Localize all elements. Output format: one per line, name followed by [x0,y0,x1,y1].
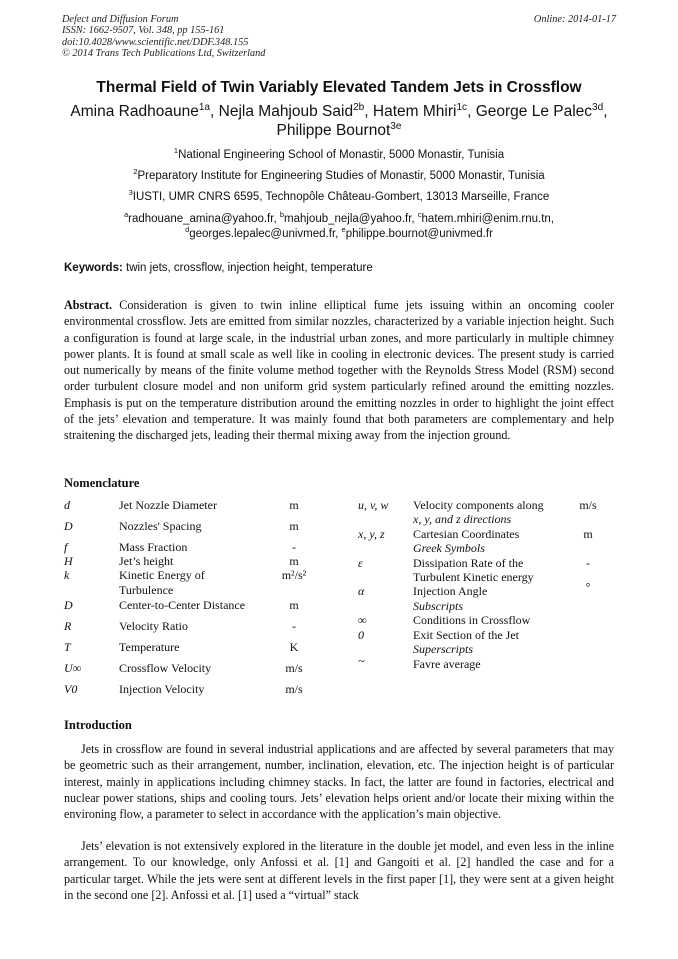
author-name: Nejla Mahjoub Said [218,103,354,120]
nom-description: Conditions in Crossflow [413,613,531,627]
affiliation-sup: 2 [133,167,138,177]
keywords [64,262,373,274]
email-sup: e [341,225,346,235]
nom-unit: m [289,554,299,568]
nom-description: Injection Angle [413,584,488,598]
nomenclature-right-table [358,498,614,678]
nom-subheading: Greek Symbols [413,541,485,555]
author-name: George Le Palec [475,103,593,120]
email-link[interactable]: georges.lepalec@univmed.fr [189,228,336,240]
abstract-text: Consideration is given to twin inline elliptical fume jets issuing within an oncoming cooler environmental crossflow. Jets are emitted from similar nozzles, characterized by a variable injection height. Such a configuration is found at large scale, in the industrial urban zones, and more particularly in multiple chimney power plants. It is found at small scale as well like in cooling in electronic devices. The present study is carried out numerically by means of the finite volume method together with the Reynolds Stress Model (RSM) second order turbulent closure model and non uniform grid system particularly refined around the emitting nozzles. Emphasis is put on the temperature distribution around the emitting nozzles in order to highlight the joint effect of the jets’ elevation and temperature. It was mainly found that both parameters are complementary and help straitening the discharged jets, leading their thermal mixing away from the injection ground. [64,298,614,443]
nom-description: Temperature [119,640,180,654]
affiliation-text: National Engineering School of Monastir, 5000 Monastir, Tunisia [178,149,505,161]
nom-description: Dissipation Rate of the [413,556,524,570]
nom-symbol: V0 [64,682,78,696]
nom-symbol: α [358,584,365,598]
affiliation-3 [40,188,638,203]
email-sup: c [417,210,422,220]
nom-symbol: 0 [358,628,364,642]
nom-symbol: H [64,554,73,568]
nom-symbol: ~ [358,654,365,668]
nom-unit: - [292,540,296,554]
nom-unit: m/s [285,661,303,675]
nom-unit: ° [585,580,591,594]
nom-description: Jet’s height [119,554,174,568]
email-link[interactable]: hatem.mhiri@enim.rnu.tn [421,213,551,225]
running-header [62,14,265,60]
online-date: Online: 2014-01-17 [533,14,616,25]
author-name: Hatem Mhiri [372,103,457,120]
introduction-paragraph-1: Jets in crossflow are found in several industrial applications and are affected by several parameters that may be geometric such as their arrangement, number, inclination, elevation, etc. The injection height is of particular interest, mainly in applications including chimney stacks. In fact, the latter are found in factories, electrical and nuclear power stations, ships and cooling tours. Jets’ elevation helps orient and/or locate their mixing within the environing flow, a parameter to select in accordance with the application’s main objective. [64,742,614,822]
author-sup: 1a [198,101,211,113]
abstract [64,297,614,444]
journal-name: Defect and Diffusion Forum [62,14,179,25]
nom-symbol: ∞ [358,613,367,627]
email-list: $^a$radhouane_amina@yahoo.fr, $^b$mahjoub_nejla@yahoo.fr, $^c$hatem.mhiri@enim.rnu.tn, $^d$georges.lepalec@univmed.fr, $^e$philippe.bournot@univmed.fr [123,210,555,240]
nom-description: Center-to-Center Distance [119,598,246,612]
nom-subheading: Subscripts [413,599,464,613]
email-sup: d [185,225,190,235]
affiliation-text: Preparatory Institute for Engineering Studies of Monastir, 5000 Monastir, Tunisia [137,170,545,182]
abstract-label: Abstract. [64,298,113,312]
nom-unit: m²/s² [281,568,307,582]
nom-description: Nozzles' Spacing [119,519,202,533]
nom-symbol: f [64,540,68,554]
author-name: Amina Radhoaune [70,103,199,120]
nom-symbol: D [64,598,73,612]
nom-symbol: D [64,519,73,533]
nom-unit: m/s [579,498,597,512]
email-link[interactable]: mahjoub_nejla@yahoo.fr [284,213,412,225]
nom-description: Crossflow Velocity [119,661,212,675]
nom-description: x, y, and z directions [413,512,512,526]
nom-symbol: T [64,640,71,654]
nom-symbol: U∞ [64,661,82,675]
keywords-text: twin jets, crossflow, injection height, temperature [126,262,373,274]
affiliation-text: IUSTI, UMR CNRS 6595, Technopôle Château-Gombert, 13013 Marseille, France [132,191,550,203]
issn-line: ISSN: 1662-9507, Vol. 348, pp 155-161 [62,25,225,37]
doi-line: doi:10.4028/www.scientific.net/DDF.348.155 [62,36,249,48]
nom-unit: m [289,519,299,533]
nom-description: Favre average [413,657,481,671]
keywords-label: Keywords: [64,262,123,274]
author-sup: 2b [353,101,365,113]
nom-description: Injection Velocity [119,682,205,696]
nom-unit: m [583,527,593,541]
email-sup: a [123,210,129,220]
nom-unit: - [586,556,590,570]
copyright-line: © 2014 Trans Tech Publications Ltd, Switzerland [62,48,266,60]
nom-symbol: ε [358,556,363,570]
nom-unit: - [292,619,296,633]
paper-title: Thermal Field of Twin Variably Elevated Tandem Jets in Crossflow [96,79,582,96]
introduction-heading: Introduction [64,718,132,732]
author-sup: 1c [456,101,468,113]
introduction-paragraph-2: Jets’ elevation is not extensively explored in the literature in the double jet model, and even less in the inline arrangement. To our knowledge, only Anfossi et al. [1] and Gangoiti et al. [2] handled the case and for a particular target. While the jets were sent at different levels in the first paper [1], they were sent at a given height in the second one [2]. Anfossi et al. [1] used a “virtual” stack [64,839,614,902]
nom-description: Exit Section of the Jet [413,628,519,642]
nom-description: Jet Nozzle Diameter [119,498,217,512]
nom-unit: m [289,598,299,612]
nomenclature-left-table [64,498,354,708]
nom-unit: m/s [285,682,303,696]
nom-description: Turbulent Kinetic energy [413,570,534,584]
author-name: Philippe Bournot [276,122,391,139]
nom-description: Kinetic Energy of [119,568,205,582]
nom-description: Velocity Ratio [119,619,188,633]
nom-symbol: x, y, z [358,527,385,541]
nom-unit: K [289,640,299,654]
nom-description: Mass Fraction [119,540,188,554]
affiliation-1 [40,146,638,161]
affiliation-sup: 3 [128,188,133,198]
author-sup: 3e [390,120,402,132]
nom-subheading: Superscripts [413,642,473,656]
email-link[interactable]: radhouane_amina@yahoo.fr [128,213,274,225]
email-link[interactable]: philippe.bournot@univmed.fr [345,228,493,240]
nom-symbol: d [64,498,70,512]
nom-description: Turbulence [119,583,174,597]
nom-symbol: u, v, w [358,498,389,512]
author-list: Amina Radhoaune$^{1a}$, Nejla Mahjoub Said$^{2b}$, Hatem Mhiri$^{1c}$, George Le Palec$^{3d}$, Philippe Bournot$^{3e}$ [70,101,608,139]
nom-description: Velocity components along [413,498,544,512]
affiliation-sup: 1 [173,146,179,156]
nomenclature-heading: Nomenclature [64,476,140,490]
nom-symbol: R [64,619,72,633]
nom-description: Cartesian Coordinates [413,527,520,541]
author-sup: 3d [592,101,604,113]
email-sup: b [279,210,284,220]
nom-unit: m [289,498,299,512]
nom-symbol: k [64,568,70,582]
affiliation-2 [40,167,638,182]
